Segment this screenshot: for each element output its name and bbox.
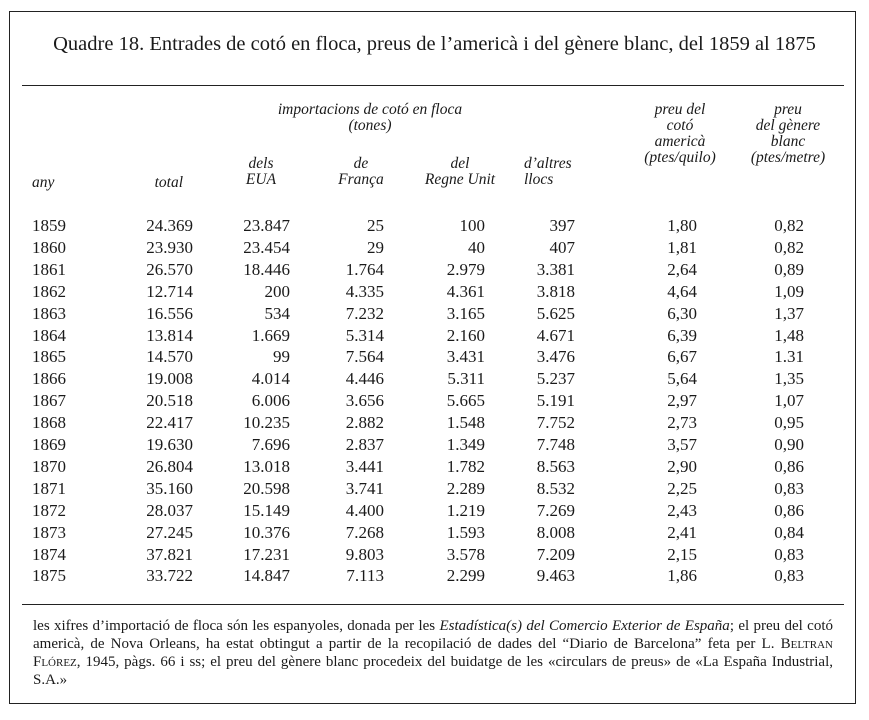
cell-eua: 15.149	[243, 500, 290, 520]
cell-franca: 1.764	[345, 259, 384, 279]
cell-franca: 4.335	[345, 281, 384, 301]
cell-any: 1864	[32, 325, 66, 345]
table-row	[0, 346, 869, 367]
cell-regne: 5.665	[446, 391, 485, 411]
cell-eua: 17.231	[243, 544, 290, 564]
cell-preu-gen: 1,09	[774, 281, 804, 301]
cell-preu-gen: 0,83	[774, 544, 804, 564]
header-any: any	[32, 174, 55, 191]
cell-any: 1863	[32, 303, 66, 323]
header-group-line1: importacions de cotó en floca	[277, 101, 463, 118]
cell-altres: 407	[549, 237, 575, 257]
cell-preu-cot: 2,25	[667, 478, 697, 498]
table-row	[0, 390, 869, 411]
cell-regne: 3.431	[446, 347, 485, 367]
cell-eua: 20.598	[243, 478, 290, 498]
header-franca-line1: de	[353, 155, 369, 172]
cell-franca: 25	[367, 216, 384, 235]
cell-preu-gen: 0,90	[774, 435, 804, 454]
cell-any: 1872	[32, 500, 66, 520]
cell-franca: 3.741	[345, 478, 384, 498]
cell-eua: 10.235	[243, 413, 290, 433]
cell-preu-gen: 0,82	[774, 216, 804, 235]
cell-any: 1870	[32, 456, 66, 476]
table-row	[0, 478, 869, 499]
footnote-part1: les xifres d’importació de floca són les espanyoles, donada per les	[33, 618, 440, 634]
cell-total: 37.821	[146, 544, 193, 564]
header-regne-unit	[412, 156, 508, 188]
cell-altres: 7.269	[536, 500, 575, 520]
cell-total: 35.160	[146, 478, 193, 498]
cell-preu-cot: 1,81	[667, 237, 697, 257]
cell-regne: 3.578	[446, 544, 485, 564]
table-row	[0, 412, 869, 433]
cell-regne: 2.299	[446, 566, 485, 586]
cell-altres: 5.625	[536, 303, 575, 323]
cell-preu-cot: 2,15	[667, 544, 697, 564]
header-group-line2: (tones)	[348, 117, 392, 134]
cell-eua: 99	[273, 347, 290, 367]
footnote-source-title: Estadística(s) del Comercio Exterior de España	[439, 618, 730, 634]
header-preu-genere-line3: blanc	[770, 133, 806, 150]
cell-altres: 4.671	[536, 325, 575, 345]
cell-total: 20.518	[146, 391, 193, 411]
table-row	[0, 544, 869, 565]
cell-any: 1874	[32, 544, 66, 564]
cell-franca: 9.803	[345, 544, 384, 564]
header-preu-coto-line1: preu del	[654, 101, 706, 118]
header-regne-line1: del	[450, 155, 470, 172]
cell-altres: 8.563	[536, 456, 575, 476]
cell-any: 1875	[32, 566, 66, 586]
cell-franca: 2.882	[345, 413, 384, 433]
cell-altres: 7.209	[536, 544, 575, 564]
cell-any: 1866	[32, 369, 66, 389]
cell-franca: 29	[367, 237, 384, 257]
cell-any: 1861	[32, 259, 66, 279]
header-eua-line1: dels	[248, 155, 274, 172]
header-altres-line1: d’altres	[524, 155, 572, 172]
cell-total: 26.570	[146, 259, 193, 279]
cell-preu-gen: 0,82	[774, 237, 804, 257]
header-group-importacions	[230, 102, 510, 134]
header-franca-line2: França	[338, 171, 384, 188]
cell-altres: 8.008	[536, 522, 575, 542]
cell-preu-gen: 1,07	[774, 391, 804, 411]
cell-altres: 7.748	[536, 435, 575, 454]
cell-preu-cot: 1,86	[667, 566, 697, 586]
cell-preu-gen: 0,86	[774, 456, 804, 476]
cell-franca: 4.400	[345, 500, 384, 520]
cell-total: 33.722	[146, 566, 193, 586]
cell-total: 26.804	[146, 456, 193, 476]
cell-any: 1865	[32, 347, 66, 367]
cell-franca: 3.656	[345, 391, 384, 411]
cell-franca: 5.314	[345, 325, 384, 345]
cell-total: 24.369	[146, 216, 193, 235]
table-row	[0, 522, 869, 543]
cell-eua: 23.454	[243, 237, 290, 257]
header-preu-coto-line2: cotó	[666, 117, 694, 134]
cell-regne: 1.219	[446, 500, 485, 520]
table-row	[0, 565, 869, 586]
cell-preu-cot: 2,90	[667, 456, 697, 476]
cell-preu-gen: 0,83	[774, 478, 804, 498]
cell-any: 1868	[32, 413, 66, 433]
cell-eua: 200	[264, 281, 290, 301]
cell-preu-cot: 6,67	[667, 347, 697, 367]
cell-total: 19.630	[146, 435, 193, 454]
table-row	[0, 456, 869, 477]
cell-regne: 1.349	[446, 435, 485, 454]
cell-total: 28.037	[146, 500, 193, 520]
cell-regne: 4.361	[446, 281, 485, 301]
cell-franca: 7.268	[345, 522, 384, 542]
table-title: Quadre 18. Entrades de cotó en floca, preus de l’americà i del gènere blanc, del 1859 al 1875	[53, 33, 816, 55]
cell-total: 12.714	[146, 281, 193, 301]
cell-any: 1859	[32, 216, 66, 235]
cell-altres: 3.381	[536, 259, 575, 279]
cell-any: 1869	[32, 435, 66, 454]
cell-preu-cot: 6,30	[667, 303, 697, 323]
cell-eua: 6.006	[251, 391, 290, 411]
cell-preu-cot: 2,41	[667, 522, 697, 542]
cell-regne: 1.782	[446, 456, 485, 476]
table-row	[0, 237, 869, 258]
cell-eua: 13.018	[243, 456, 290, 476]
cell-preu-gen: 0,89	[774, 259, 804, 279]
cell-franca: 2.837	[345, 435, 384, 454]
footnote-part3: ; el preu del cotó americà, de Nova Orleans, ha estat obtingut a partir de la recopilació de dades del “Diario de Barcelona” feta per L.	[33, 618, 834, 652]
cell-any: 1862	[32, 281, 66, 301]
cell-total: 22.417	[146, 413, 193, 433]
cell-regne: 40	[468, 237, 485, 257]
header-preu-genere	[736, 102, 840, 166]
cell-franca: 4.446	[345, 369, 384, 389]
cell-any: 1867	[32, 391, 66, 411]
table-row	[0, 500, 869, 521]
cell-eua: 10.376	[243, 522, 290, 542]
footer-rule	[22, 604, 844, 605]
cell-eua: 4.014	[251, 369, 290, 389]
cell-altres: 5.191	[536, 391, 575, 411]
cell-altres: 397	[549, 216, 575, 235]
cell-regne: 5.311	[447, 369, 485, 389]
cell-preu-cot: 1,80	[667, 216, 697, 235]
footnote	[33, 617, 833, 689]
cell-total: 13.814	[146, 325, 193, 345]
cell-total: 23.930	[146, 237, 193, 257]
cell-preu-gen: 1.31	[774, 347, 804, 367]
cell-franca: 7.564	[345, 347, 384, 367]
cell-regne: 100	[459, 216, 485, 235]
header-eua-line2: EUA	[245, 171, 277, 188]
table-row	[0, 434, 869, 455]
cell-preu-gen: 1,35	[774, 369, 804, 389]
cell-eua: 18.446	[243, 259, 290, 279]
cell-eua: 534	[264, 303, 290, 323]
header-regne-line2: Regne Unit	[424, 171, 496, 188]
table-row	[0, 368, 869, 389]
cell-preu-gen: 0,86	[774, 500, 804, 520]
header-franca	[320, 156, 402, 188]
cell-altres: 8.532	[536, 478, 575, 498]
cell-preu-cot: 6,39	[667, 325, 697, 345]
table-row	[0, 215, 869, 236]
cell-altres: 5.237	[536, 369, 575, 389]
cell-any: 1871	[32, 478, 66, 498]
header-altres-line2: llocs	[524, 171, 554, 188]
header-total: total	[154, 174, 183, 191]
header-preu-coto-line4: (ptes/quilo)	[644, 149, 716, 166]
cell-altres: 3.818	[536, 281, 575, 301]
header-preu-coto-line3: americà	[654, 133, 706, 150]
header-eua	[220, 156, 302, 188]
table-row	[0, 303, 869, 324]
cell-regne: 2.979	[446, 259, 485, 279]
footnote-author: Beltran Flórez	[33, 636, 833, 670]
cell-preu-cot: 5,64	[667, 369, 697, 389]
table-row	[0, 281, 869, 302]
cell-preu-cot: 4,64	[667, 281, 697, 301]
cell-preu-gen: 0,95	[774, 413, 804, 433]
cell-franca: 7.232	[345, 303, 384, 323]
header-preu-genere-line1: preu	[774, 101, 802, 118]
cell-preu-gen: 1,48	[774, 325, 804, 345]
cell-franca: 7.113	[346, 566, 384, 586]
cell-eua: 1.669	[251, 325, 290, 345]
cell-preu-gen: 0,83	[774, 566, 804, 586]
cell-preu-cot: 2,97	[667, 391, 697, 411]
cell-eua: 14.847	[243, 566, 290, 586]
cell-regne: 1.548	[446, 413, 485, 433]
cell-total: 27.245	[146, 522, 193, 542]
cell-regne: 3.165	[446, 303, 485, 323]
cell-franca: 3.441	[345, 456, 384, 476]
cell-preu-cot: 3,57	[667, 435, 697, 454]
cell-eua: 23.847	[243, 216, 290, 235]
cell-preu-cot: 2,73	[667, 413, 697, 433]
cell-eua: 7.696	[251, 435, 290, 454]
cell-preu-gen: 1,37	[774, 303, 804, 323]
cell-total: 14.570	[146, 347, 193, 367]
header-preu-coto	[630, 102, 730, 166]
header-preu-genere-line2: del gènere	[755, 117, 821, 134]
header-altres-llocs	[524, 156, 604, 188]
cell-altres: 7.752	[536, 413, 575, 433]
title-rule	[22, 85, 844, 86]
cell-regne: 2.160	[446, 325, 485, 345]
cell-total: 19.008	[146, 369, 193, 389]
table-row	[0, 259, 869, 280]
table-row	[0, 325, 869, 346]
header-preu-genere-line4: (ptes/metre)	[750, 149, 826, 166]
cell-preu-gen: 0,84	[774, 522, 804, 542]
cell-preu-cot: 2,43	[667, 500, 697, 520]
footnote-part5: , 1945, pàgs. 66 i ss; el preu del gènere blanc procedeix del buidatge de les «circulars de preus» de «La España Industrial, S.A.»	[33, 654, 833, 688]
cell-altres: 3.476	[536, 347, 575, 367]
cell-total: 16.556	[146, 303, 193, 323]
cell-altres: 9.463	[536, 566, 575, 586]
cell-regne: 1.593	[446, 522, 485, 542]
cell-any: 1873	[32, 522, 66, 542]
cell-regne: 2.289	[446, 478, 485, 498]
cell-any: 1860	[32, 237, 66, 257]
cell-preu-cot: 2,64	[667, 259, 697, 279]
